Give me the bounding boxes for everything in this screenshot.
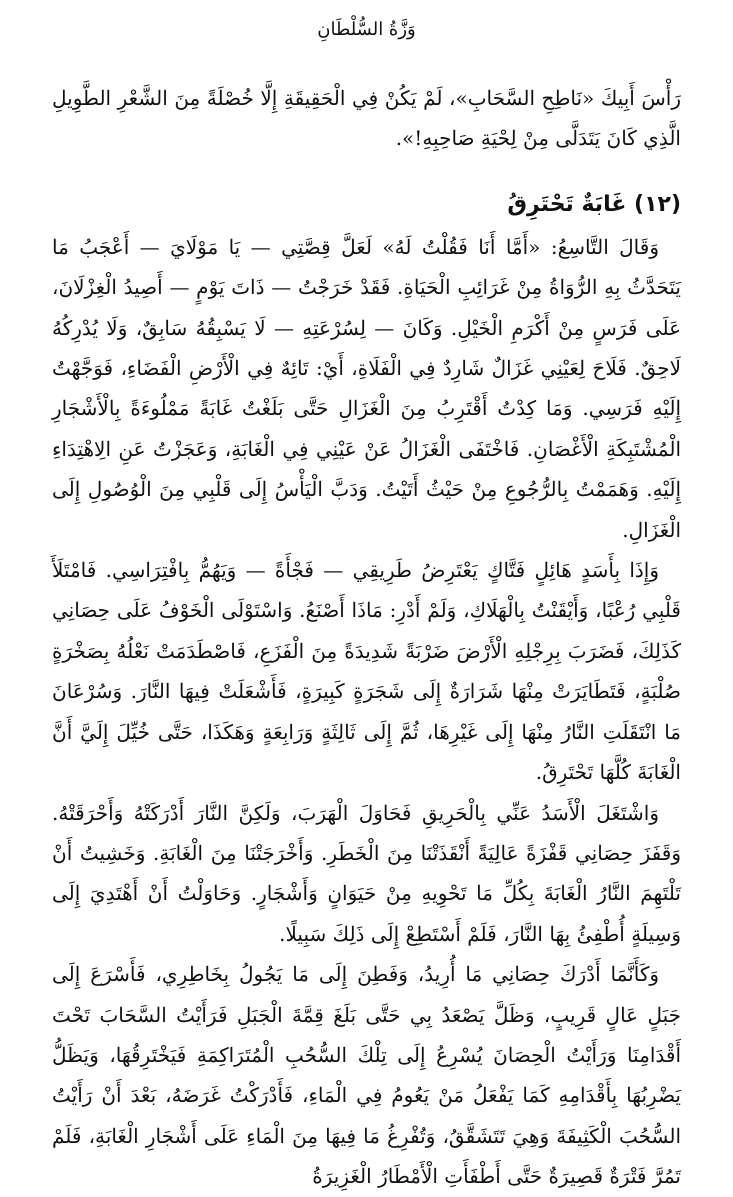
paragraph-continuation: رَأْسَ أَبِيكَ «نَاطِحِ السَّحَابِ»، لَمْ يَكُنْ فِي الْحَقِيقَةِ إِلَّا خُصْلَةً مِنَ الشَّعْرِ الطَّوِيلِ الَّذِي كَانَ يَتَدَلَّى مِنْ لِحْيَةِ صَاحِبِهِ!».: [52, 86, 681, 151]
section-title: (١٢) غَابَةٌ تَحْتَرِقُ: [507, 191, 681, 217]
paragraph-2: وَإِذَا بِأَسَدٍ هَائِلٍ فَتَّاكٍ يَعْتَرِضُ طَرِيقِي — فَجْأَةً — وَيَهُمُّ بِافْتِرَاسِي. فَامْتَلَأَ قَلْبِي رُعْبًا، وَأَيْقَنْتُ بِالْهَلَاكِ، وَلَمْ أَدْرِ: مَاذَا أَصْنَعُ. وَاسْتَوْلَى الْخَوْفُ عَلَى حِصَانِي كَذَلِكَ، فَضَرَبَ بِرِجْلِهِ الْأَرْضَ ضَرْبَةً شَدِيدَةً مِنَ الْفَزَعِ، فَاصْطَدَمَتْ نَعْلُهُ بِصَخْرَةٍ صُلْبَةٍ، فَتَطَايَرَتْ مِنْهَا شَرَارَةٌ إِلَى شَجَرَةٍ كَبِيرَةٍ، فَأَشْعَلَتْ فِيهَا النَّارَ. وَسُرْعَانَ مَا انْتَقَلَتِ النَّارُ مِنْهَا إِلَى غَيْرِهَا، ثُمَّ إِلَى ثَالِثَةٍ وَرَابِعَةٍ وَهَكَذَا، حَتَّى خُيِّلَ إِلَيَّ أَنَّ الْغَابَةَ كُلَّهَا تَحْتَرِقُ.: [52, 558, 681, 785]
paragraph-4: وَكَأَنَّمَا أَدْرَكَ حِصَانِي مَا أُرِيدُ، وَفَطِنَ إِلَى مَا يَجُولُ بِخَاطِرِي، فَأَسْرَعَ إِلَى جَبَلٍ عَالٍ قَرِيبٍ، وَظَلَّ يَصْعَدُ بِي حَتَّى بَلَغَ قِمَّةَ الْجَبَلِ فَرَأَيْتُ السَّحَابَ تَحْتَ أَقْدَامِنَا وَرَأَيْتُ الْحِصَانَ يُسْرِعُ إِلَى تِلْكَ السُّحُبِ الْمُتَرَاكِمَةِ فَيَخْتَرِقُهَا، وَيَظَلُّ يَضْرِبُهَا بِأَقْدَامِهِ كَمَا يَفْعَلُ مَنْ يَعُومُ فِي الْمَاءِ، فَأَدْرَكْتُ غَرَضَهُ، بَعْدَ أَنْ رَأَيْتُ السُّحُبَ الْكَثِيفَةَ وَهِيَ تَتَشَقَّقُ، وَتُفْرِغُ مَا فِيهَا مِنَ الْمَاءِ عَلَى أَشْجَارِ الْغَابَةِ، فَلَمْ تَمُرَّ فَتْرَةٌ قَصِيرَةٌ حَتَّى أَطْفَأَتِ الْأَمْطَارُ الْغَزِيرَةُ: [52, 962, 681, 1189]
paragraph-1: وَقَالَ التَّاسِعُ: «أَمَّا أَنَا فَقُلْتُ لَهُ» لَعَلَّ قِصَّتِي — يَا مَوْلَايَ — أَعْجَبُ مَا يَتَحَدَّثُ بِهِ الرُّوَاةُ مِنْ غَرَائِبِ الْحَيَاةِ. فَقَدْ خَرَجْتُ — ذَاتَ يَوْمٍ — أَصِيدُ الْغِزْلَانَ، عَلَى فَرَسٍ مِنْ أَكْرَمِ الْخَيْلِ. وَكَانَ — لِسُرْعَتِهِ — لَا يَسْبِقُهُ سَابِقٌ، وَلَا يُدْرِكُهُ لَاحِقٌ. فَلَاحَ لِعَيْنِي غَزَالٌ شَارِدٌ فِي الْفَلَاةِ، أَيْ: تَائِهٌ فِي الْأَرْضِ الْفَضَاءِ، فَوَجَّهْتُ إِلَيْهِ فَرَسِي. وَمَا كِدْتُ أَقْتَرِبُ مِنَ الْغَزَالِ حَتَّى بَلَغْتُ غَابَةً مَمْلُوءَةً بِالْأَشْجَارِ الْمُشْتَبِكَةِ الْأَغْصَانِ. فَاخْتَفَى الْغَزَالُ عَنْ عَيْنِي فِي الْغَابَةِ، وَعَجَزْتُ عَنِ الِاهْتِدَاءِ إِلَيْهِ. وَهَمَمْتُ بِالرُّجُوعِ مِنْ حَيْثُ أَتَيْتُ. وَدَبَّ الْيَأْسُ إِلَى قَلْبِي مِنَ الْوُصُولِ إِلَى الْغَزَالِ.: [52, 234, 682, 542]
running-head: وَزَّةُ السُّلْطَانِ: [317, 19, 416, 40]
paragraph-3: وَاشْتَغَلَ الْأَسَدُ عَنِّي بِالْحَرِيقِ فَحَاوَلَ الْهَرَبَ، وَلَكِنَّ النَّارَ أَدْرَكَتْهُ وَأَحْرَقَتْهُ. وَقَفَزَ حِصَانِي قَفْزَةً عَالِيَةً أَنْقَذَتْنَا مِنَ الْخَطَرِ. وَأَخْرَجَتْنَا مِنَ الْغَابَةِ. وَخَشِيتُ أَنْ تَلْتَهِمَ النَّارُ الْغَابَةَ بِكُلِّ مَا تَحْوِيهِ مِنْ حَيَوَانٍ وَأَشْجَارٍ. وَحَاوَلْتُ أَنْ أَهْتَدِيَ إِلَى وَسِيلَةٍ أُطْفِئُ بِهَا النَّارَ، فَلَمْ أَسْتَطِعْ إِلَى ذَلِكَ سَبِيلًا.: [52, 800, 681, 946]
